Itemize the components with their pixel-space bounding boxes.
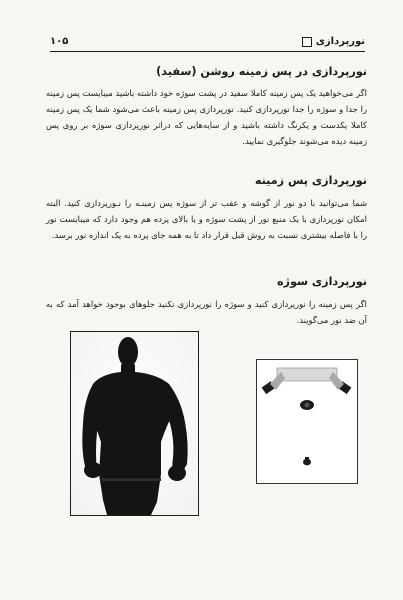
section-paragraph-white-background: اگر می‌خواهید یک پس زمینه کاملا سفید در پشت سوژه خود داشته باشید میبایست پس زمینه را جدا و سوژه را جدا نورپردازی کنید. نورپردازی پس زمینه باعث می‌شود شما یک پس زمینه کاملا یکدست و یکرنگ داشته باشید و از سایه‌هایی که دراثر نورپردازی سوژه بر روی پس زمینه دیده می‌شوند جلوگیری نمایید.: [46, 88, 367, 146]
chapter-title: نورپردازی: [315, 36, 365, 47]
silhouette-figure-icon: [71, 332, 198, 515]
section-heading-subject-lighting: نورپردازی سوژه: [276, 275, 367, 288]
square-bullet-icon: [302, 37, 312, 47]
right-light-icon: [329, 372, 351, 394]
left-light-icon: [262, 372, 285, 394]
silhouette-photo: [70, 331, 199, 516]
section-heading-white-background: نورپردازی در پس زمینه روشن (سفید): [156, 65, 367, 78]
camera-marker-icon: [303, 457, 311, 465]
section-paragraph-background-lighting: شما می‌توانید با دو نور از گوشه و عقب تر از سوژه پس زمینـه را نـورپردازی کنید. البته امکان نورپردازی با یک منبع نور از پشت سوژه و یا بالای پرده هم وجود دارد که میبایست نور را با فاصله بیشتری نسبت به روش قبل قرار داد تا به همه جای پرده به یک اندازه نور برسد.: [46, 198, 367, 240]
subject-marker-icon: [300, 400, 314, 410]
backdrop-icon: [277, 368, 337, 381]
section-heading-background-lighting: نورپردازی پس زمینه: [254, 174, 367, 187]
section-paragraph-subject-lighting: اگر پس زمینه را نورپردازی کنید و سوژه را نورپردازی نکنید جلوهای بوجود خواهد آمد که به آن ضد نور می‌گویند.: [46, 299, 367, 325]
page-number: ۱۰۵: [50, 36, 69, 47]
lighting-setup-diagram: [256, 359, 358, 484]
page-header: [38, 34, 365, 54]
chapter-header: [302, 36, 365, 47]
header-rule: [50, 51, 365, 52]
